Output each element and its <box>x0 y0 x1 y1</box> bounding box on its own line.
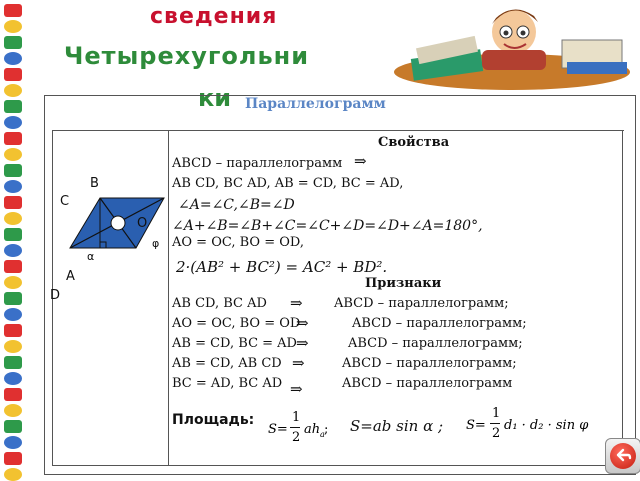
criterion-5-condition: BC = AD, BC AD <box>172 376 283 391</box>
strip-decoration <box>4 452 22 465</box>
criterion-2-condition: AO = OC, BO = OD <box>172 316 301 331</box>
title-line-3: ки <box>198 84 232 112</box>
strip-decoration <box>4 468 22 481</box>
formula-1-denominator: 2 <box>292 430 301 445</box>
angle-alpha-label: α <box>87 250 95 263</box>
implies-icon: ⇒ <box>290 294 303 312</box>
formula-3-rhs: d₁ · d₂ · sin φ <box>504 418 589 433</box>
formula-1-lhs: S= <box>268 422 288 437</box>
strip-decoration <box>4 276 22 289</box>
fraction-bar <box>490 423 500 424</box>
criterion-4-condition: AB = CD, AB CD <box>172 356 282 371</box>
property-line-6: 2·(AB² + BC²) = AC² + BD². <box>176 258 388 276</box>
vertex-d-label: D <box>50 288 61 303</box>
strip-decoration <box>4 100 22 113</box>
formula-1-rhs: ah <box>304 422 321 437</box>
criterion-3-result: ABCD – параллелограмм; <box>348 336 523 351</box>
strip-decoration <box>4 20 22 33</box>
strip-decoration <box>4 84 22 97</box>
strip-decoration <box>4 292 22 305</box>
strip-decoration <box>4 228 22 241</box>
property-line-3: ∠A=∠C,∠B=∠D <box>178 197 295 213</box>
strip-decoration <box>4 68 22 81</box>
area-formula-1 <box>268 410 348 450</box>
strip-decoration <box>4 436 22 449</box>
area-label: Площадь: <box>172 412 255 428</box>
decorative-strip <box>0 0 30 480</box>
vertex-b-label: B <box>90 176 99 191</box>
property-line-5: AO = OC, BO = OD, <box>172 235 304 250</box>
back-arrow-icon <box>610 443 636 469</box>
reading-boy-illustration <box>392 2 636 94</box>
strip-decoration <box>4 212 22 225</box>
strip-decoration <box>4 372 22 385</box>
table-right-border <box>622 130 623 465</box>
strip-decoration <box>4 180 22 193</box>
strip-decoration <box>4 356 22 369</box>
back-button[interactable] <box>605 438 640 474</box>
strip-decoration <box>4 148 22 161</box>
properties-heading: Свойства <box>378 135 450 150</box>
strip-decoration <box>4 340 22 353</box>
implies-icon: ⇒ <box>296 314 309 332</box>
criterion-3-condition: AB = CD, BC = AD <box>172 336 297 351</box>
title-line-1: сведения <box>150 4 278 29</box>
criteria-heading: Признаки <box>365 276 442 291</box>
strip-decoration <box>4 52 22 65</box>
strip-decoration <box>4 244 22 257</box>
criterion-2-result: ABCD – параллелограмм; <box>352 316 527 331</box>
formula-3-denominator: 2 <box>492 426 501 441</box>
vertex-c-label: C <box>60 194 70 209</box>
property-line-4: ∠A+∠B=∠B+∠C=∠C+∠D=∠D+∠A=180°, <box>172 218 483 234</box>
strip-decoration <box>4 164 22 177</box>
table-top-border <box>52 130 624 131</box>
title-line-2: Четырехугольни <box>64 42 310 70</box>
fraction-bar <box>290 427 300 428</box>
implies-icon: ⇒ <box>354 152 367 170</box>
parallelogram-figure <box>60 180 170 290</box>
formula-1-subscript: a <box>320 430 325 439</box>
property-line-2: AB CD, BC AD, AB = CD, BC = AD, <box>172 176 404 191</box>
formula-1-end: ; <box>324 422 329 437</box>
strip-decoration <box>4 404 22 417</box>
formula-1-numerator: 1 <box>292 410 301 425</box>
area-formula-2: S=ab sin α ; <box>350 417 444 435</box>
strip-decoration <box>4 388 22 401</box>
strip-decoration <box>4 36 22 49</box>
formula-3-lhs: S= <box>466 418 486 433</box>
property-line-1: ABCD – параллелограмм <box>172 156 343 171</box>
center-o-label: O <box>137 216 148 231</box>
angle-phi-label: φ <box>152 237 160 250</box>
subtitle: Параллелограмм <box>245 96 386 112</box>
strip-decoration <box>4 420 22 433</box>
strip-decoration <box>4 4 22 17</box>
implies-icon: ⇒ <box>290 380 303 398</box>
criterion-5-result: ABCD – параллелограмм <box>342 376 513 391</box>
vertex-a-label: A <box>66 269 75 284</box>
criterion-1-result: ABCD – параллелограмм; <box>334 296 509 311</box>
implies-icon: ⇒ <box>292 354 305 372</box>
strip-decoration <box>4 324 22 337</box>
implies-icon: ⇒ <box>296 334 309 352</box>
strip-decoration <box>4 132 22 145</box>
criterion-4-result: ABCD – параллелограмм; <box>342 356 517 371</box>
criterion-1-condition: AB CD, BC AD <box>172 296 267 311</box>
table-bottom-border <box>52 465 624 466</box>
strip-decoration <box>4 308 22 321</box>
strip-decoration <box>4 116 22 129</box>
strip-decoration <box>4 196 22 209</box>
area-formula-3 <box>466 406 596 450</box>
strip-decoration <box>4 260 22 273</box>
formula-3-numerator: 1 <box>492 406 501 421</box>
